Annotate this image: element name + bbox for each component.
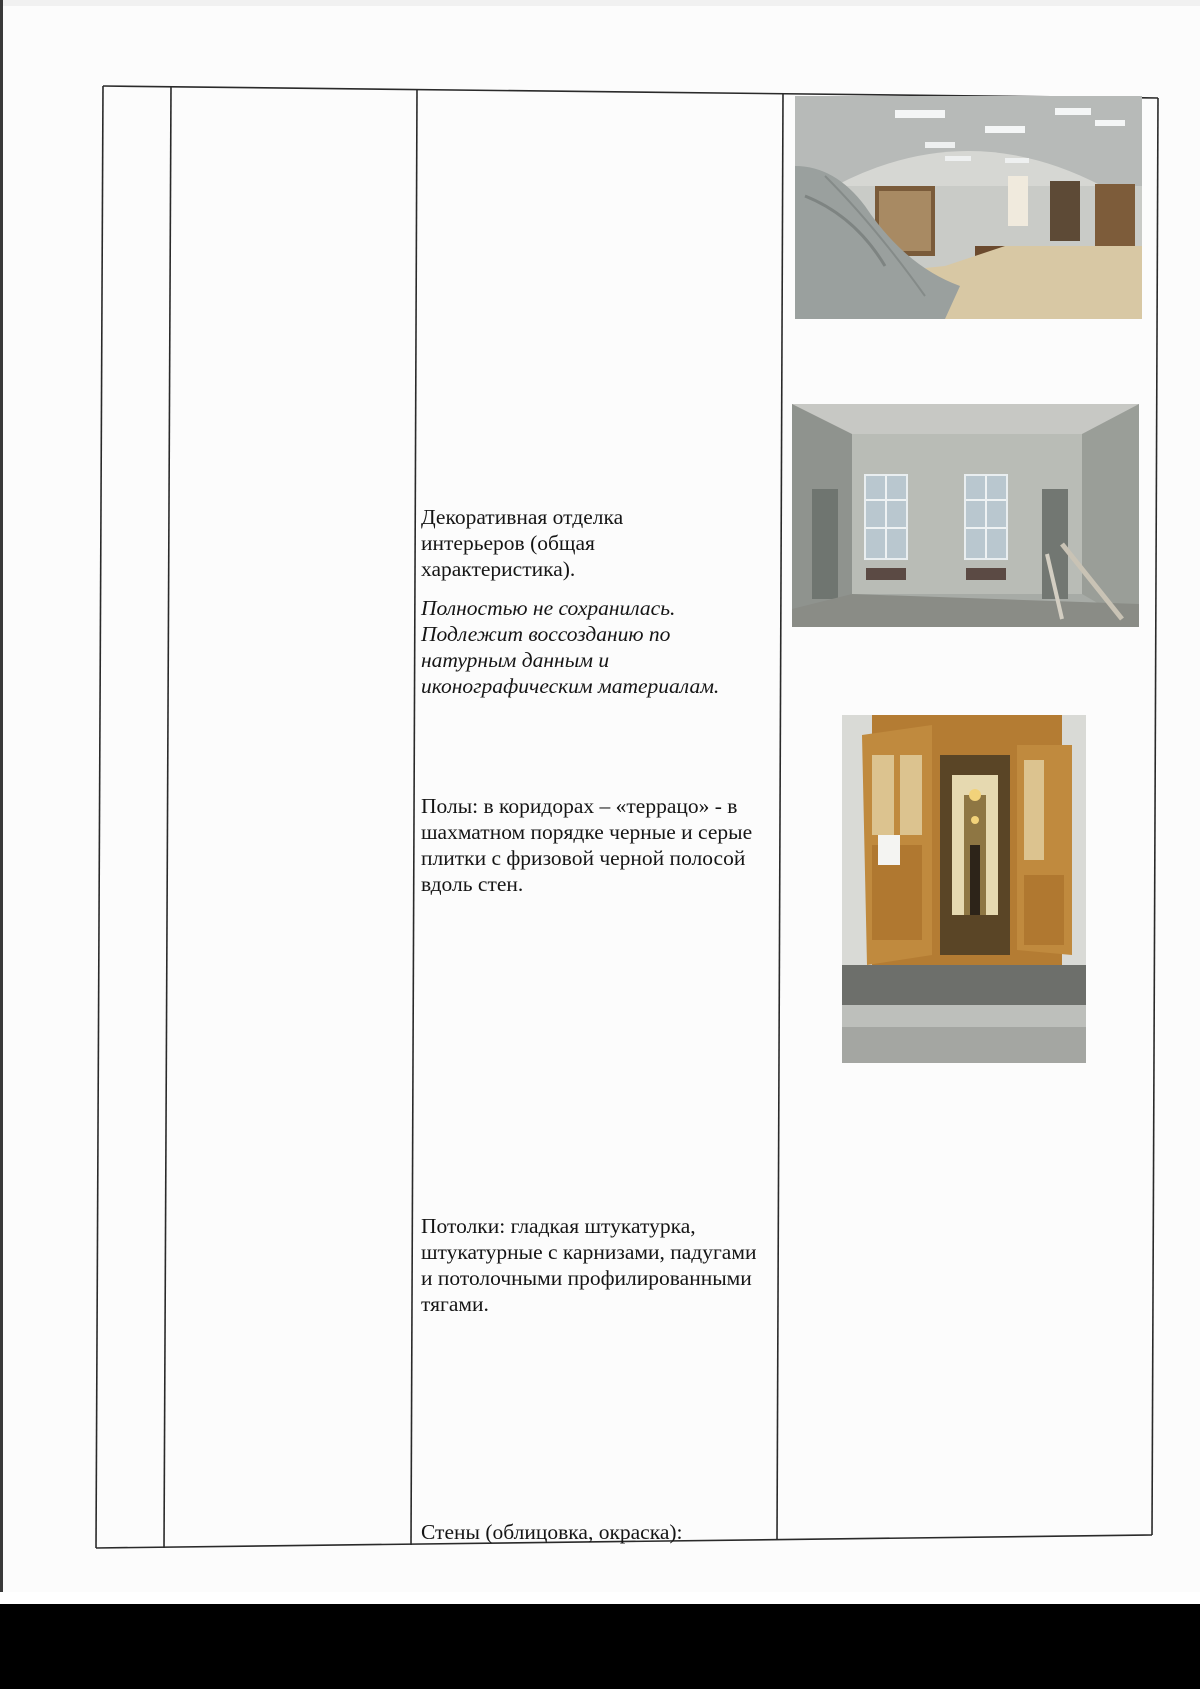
- walls-description: Стены (облицовка, окраска):: [421, 1520, 683, 1544]
- floors-description: Полы: в коридорах – «террацо» - в шахматном порядке черные и серые плитки с фризовой черной полосой вдоль стен.: [421, 794, 753, 896]
- ceilings-description: Потолки: гладкая штукатурка, штукатурные с карнизами, падугами и потолочными профилированными тягами.: [421, 1214, 757, 1316]
- decor-status: Полностью не сохранилась. Подлежит воссозданию по натурным данным и иконографическим материалам.: [421, 596, 720, 698]
- scan-band-bottom: [0, 1604, 1200, 1689]
- column-divider-2: [411, 90, 417, 1545]
- decor-heading: Декоративная отделка интерьеров (общая характеристика).: [421, 505, 624, 581]
- photo-room-windows: [792, 404, 1139, 627]
- table-left-border: [96, 86, 103, 1548]
- table-right-border: [1152, 98, 1158, 1535]
- photo-corridor-doors: [842, 715, 1086, 1063]
- column-divider-1: [164, 87, 171, 1548]
- column-divider-3: [777, 94, 783, 1540]
- photo-interior-hall: [795, 96, 1142, 319]
